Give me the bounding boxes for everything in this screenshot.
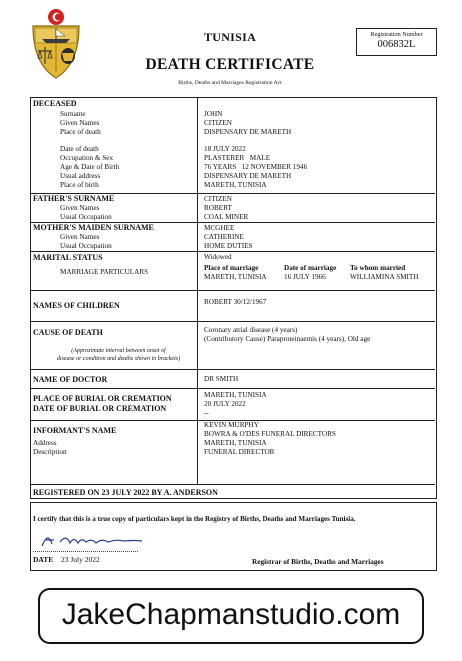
deceased-label: Place of death xyxy=(60,128,101,136)
deceased-label: Usual address xyxy=(60,172,101,180)
deceased-value: PLASTERER MALE xyxy=(204,154,271,162)
informant-labels xyxy=(33,439,67,457)
marriage-date-value: 16 JULY 1966 xyxy=(284,273,326,281)
marriage-col-place-header: Place of marriage xyxy=(204,264,259,272)
divider-informant-registered xyxy=(30,484,435,485)
date-label: DATE xyxy=(33,555,54,564)
informant-description-label: Description xyxy=(33,448,67,456)
deceased-label: Occupation & Sex xyxy=(60,154,114,162)
mother-value: HOME DUTIES xyxy=(204,242,253,250)
doctor-value: DR SMITH xyxy=(204,375,239,383)
burial-date-value: 20 JULY 2022 xyxy=(204,400,246,408)
deceased-value: DISPENSARY DE MARETH xyxy=(204,172,292,180)
informant-heading: INFORMANT'S NAME xyxy=(33,426,117,435)
deceased-value: 18 JULY 2022 xyxy=(204,145,246,153)
informant-values xyxy=(204,421,336,457)
mother-labels xyxy=(60,233,112,251)
father-label: Given Names xyxy=(60,204,100,212)
coat-of-arms-emblem xyxy=(28,6,84,82)
divider-children-cause xyxy=(30,321,435,322)
deceased-label: Date of death xyxy=(60,145,99,153)
registration-number-label: Registration Number xyxy=(370,31,423,38)
father-surname-value: CITIZEN xyxy=(204,195,232,203)
marital-heading: MARITAL STATUS xyxy=(33,253,103,262)
document-title: DEATH CERTIFICATE xyxy=(145,56,315,73)
informant-address-value: MARETH, TUNISIA xyxy=(204,439,267,447)
document-subtitle: Births, Deaths and Marriages Registration Act xyxy=(178,80,282,86)
divider-cause-doctor xyxy=(30,369,435,370)
burial-date-heading: DATE OF BURIAL OR CREMATION xyxy=(33,404,167,413)
cause-line2: (Contributory Cause) Paraproteinaemis (4 years), Old age xyxy=(204,335,371,343)
children-value: ROBERT 30/12/1967 xyxy=(204,298,267,306)
deceased-value: JOHN xyxy=(204,110,223,118)
date-value: 23 July 2022 xyxy=(61,555,100,564)
marriage-col-spouse-header: To whom married xyxy=(350,264,406,272)
marriage-place-value: MARETH, TUNISIA xyxy=(204,273,267,281)
country-title: TUNISIA xyxy=(203,30,257,44)
marriage-col-date-header: Date of marriage xyxy=(284,264,337,272)
divider-mother-marital xyxy=(30,251,435,252)
watermark-text: JakeChapmanstudio.com xyxy=(61,598,401,631)
father-labels xyxy=(60,204,112,222)
divider-marital-children xyxy=(30,290,435,291)
signature-underline xyxy=(33,551,138,552)
deceased-label: Place of birth xyxy=(60,181,99,189)
father-values xyxy=(204,195,248,222)
marital-status-value: Widowed xyxy=(204,253,232,261)
deceased-value: 76 YEARS 12 NOVEMBER 1946 xyxy=(204,163,308,171)
father-label: Usual Occupation xyxy=(60,213,112,221)
deceased-label: Given Names xyxy=(60,119,100,127)
deceased-labels xyxy=(60,110,119,190)
informant-address-label: Address xyxy=(33,439,57,447)
mother-label: Given Names xyxy=(60,233,100,241)
mother-label: Usual Occupation xyxy=(60,242,112,250)
mother-values xyxy=(204,224,253,251)
deceased-value: DISPENSARY DE MARETH xyxy=(204,128,292,136)
cause-note-line1: (Approximate interval between onset of xyxy=(71,348,166,354)
mother-heading: MOTHER'S MAIDEN SURNAME xyxy=(33,223,154,232)
father-value: ROBERT xyxy=(204,204,232,212)
marriage-particulars-label: MARRIAGE PARTICULARS xyxy=(60,268,149,276)
doctor-heading: NAME OF DOCTOR xyxy=(33,375,108,384)
deceased-heading: DECEASED xyxy=(33,99,77,108)
cause-note-line2: disease or condition and deaths shown in brackets) xyxy=(56,356,181,362)
cause-values xyxy=(204,326,370,344)
children-heading: NAMES OF CHILDREN xyxy=(33,301,120,310)
burial-place-value: MARETH, TUNISIA xyxy=(204,391,267,399)
informant-org-value: BOWRA & O'DES FUNERAL DIRECTORS xyxy=(204,430,336,438)
column-divider xyxy=(197,97,198,484)
registration-number-box xyxy=(356,28,437,56)
cause-heading: CAUSE OF DEATH xyxy=(33,328,103,337)
deceased-label: Age & Date of Birth xyxy=(60,163,120,171)
registrar-title: Registrar of Births, Deaths and Marriages xyxy=(252,557,384,566)
mother-value: CATHERINE xyxy=(204,233,244,241)
registered-line: REGISTERED ON 23 JULY 2022 BY A. ANDERSON xyxy=(33,488,218,497)
father-value: COAL MINER xyxy=(204,213,249,221)
burial-values xyxy=(204,391,267,418)
divider-doctor-burial xyxy=(30,388,435,389)
father-heading: FATHER'S SURNAME xyxy=(33,194,115,203)
deceased-value: MARETH, TUNISIA xyxy=(204,181,267,189)
informant-description-value: FUNERAL DIRECTOR xyxy=(204,448,275,456)
marriage-spouse-value: WILLIAMINA SMITH xyxy=(350,273,419,281)
deceased-values xyxy=(204,110,307,190)
certification-text: I certify that this is a true copy of particulars kept in the Registry of Births, Deaths and Marriages Tunisia. xyxy=(33,515,356,523)
burial-place-heading: PLACE OF BURIAL OR CREMATION xyxy=(33,394,172,403)
deceased-label: Surname xyxy=(60,110,86,118)
burial-extra-value: -- xyxy=(204,409,209,417)
informant-name-value: KEVIN MURPHY xyxy=(204,421,259,429)
registration-number-value: 006832L xyxy=(377,39,416,50)
mother-surname-value: MCGHEE xyxy=(204,224,235,232)
cause-line1: Coronary atrial disease (4 years) xyxy=(204,326,298,334)
deceased-value: CITIZEN xyxy=(204,119,232,127)
